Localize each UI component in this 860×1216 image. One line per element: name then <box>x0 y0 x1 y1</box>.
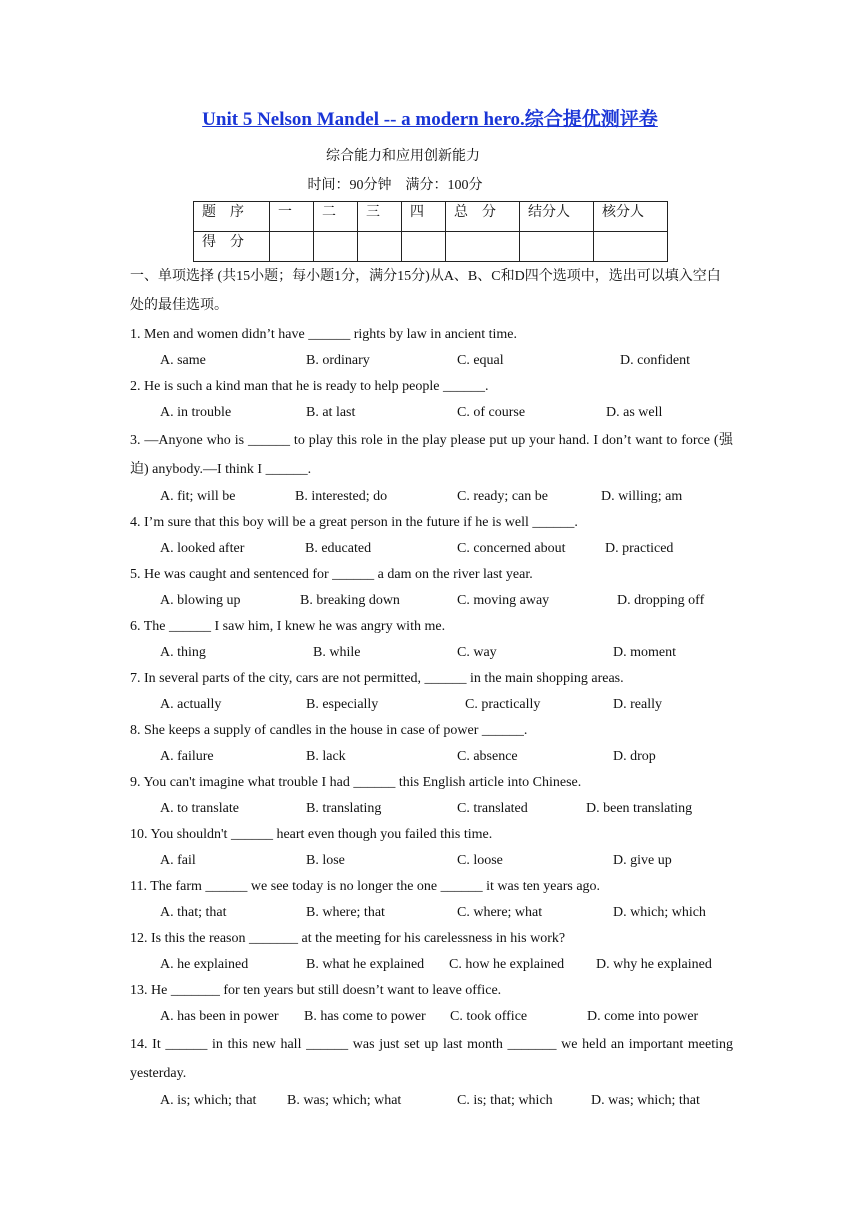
score-cell[interactable] <box>446 232 520 262</box>
score-cell[interactable] <box>358 232 402 262</box>
option-a[interactable]: A. looked after <box>160 541 245 556</box>
question-item <box>130 926 733 978</box>
question-stem: 12. Is this the reason _______ at the meeting for his carelessness in his work? <box>130 931 566 946</box>
answer-options <box>130 640 733 666</box>
option-d[interactable]: D. dropping off <box>617 593 705 608</box>
question-item <box>130 666 733 718</box>
option-d[interactable]: D. moment <box>613 645 676 660</box>
option-a[interactable]: A. he explained <box>160 957 249 972</box>
option-a[interactable]: A. in trouble <box>160 405 232 420</box>
score-table-header-cell: 题 序 <box>194 202 270 232</box>
score-table-header-cell: 一 <box>270 202 314 232</box>
option-b[interactable]: B. ordinary <box>306 353 370 368</box>
answer-options <box>130 1088 733 1114</box>
option-c[interactable]: C. how he explained <box>449 957 565 972</box>
question-item <box>130 874 733 926</box>
option-a[interactable]: A. fail <box>160 853 196 868</box>
option-c[interactable]: C. way <box>457 645 497 660</box>
question-item <box>130 978 733 1030</box>
question-stem: 3. —Anyone who is ______ to play this role in the play please put up your hand. I don’t want to force (强迫) anybody.—I think I ______. <box>130 433 733 477</box>
option-a[interactable]: A. is; which; that <box>160 1093 257 1108</box>
score-table-header-cell: 三 <box>358 202 402 232</box>
question-item <box>130 374 733 426</box>
option-c[interactable]: C. where; what <box>457 905 543 920</box>
answer-options <box>130 484 733 510</box>
score-table-header-cell: 二 <box>314 202 358 232</box>
option-a[interactable]: A. same <box>160 353 206 368</box>
answer-options <box>130 796 733 822</box>
option-b[interactable]: B. was; which; what <box>287 1093 402 1108</box>
score-cell[interactable] <box>314 232 358 262</box>
score-cell[interactable] <box>594 232 668 262</box>
question-stem: 11. The farm ______ we see today is no longer the one ______ it was ten years ago. <box>130 879 601 894</box>
question-item <box>130 822 733 874</box>
question-stem: 10. You shouldn't ______ heart even though you failed this time. <box>130 827 493 842</box>
option-d[interactable]: D. why he explained <box>596 957 712 972</box>
score-table-header-cell: 结分人 <box>520 202 594 232</box>
answer-options <box>130 744 733 770</box>
score-table-header-cell: 核分人 <box>594 202 668 232</box>
question-item <box>130 614 733 666</box>
option-d[interactable]: D. give up <box>613 853 672 868</box>
question-stem: 4. I’m sure that this boy will be a great person in the future if he is well ______. <box>130 515 578 530</box>
option-c[interactable]: C. equal <box>457 353 504 368</box>
option-b[interactable]: B. at last <box>306 405 356 420</box>
answer-options <box>130 348 733 374</box>
score-table-header-cell: 总 分 <box>446 202 520 232</box>
option-c[interactable]: C. of course <box>457 405 526 420</box>
score-table-header-cell: 四 <box>402 202 446 232</box>
option-d[interactable]: D. confident <box>620 353 690 368</box>
option-b[interactable]: B. especially <box>306 697 379 712</box>
question-item <box>130 322 733 374</box>
option-a[interactable]: A. fit; will be <box>160 489 236 504</box>
option-b[interactable]: B. what he explained <box>306 957 425 972</box>
option-c[interactable]: C. is; that; which <box>457 1093 553 1108</box>
question-item <box>130 718 733 770</box>
option-a[interactable]: A. actually <box>160 697 222 712</box>
answer-options <box>130 588 733 614</box>
document-title[interactable]: Unit 5 Nelson Mandel -- a modern hero.综合提优测评卷 <box>202 109 658 130</box>
option-c[interactable]: C. loose <box>457 853 503 868</box>
option-a[interactable]: A. blowing up <box>160 593 241 608</box>
option-c[interactable]: C. absence <box>457 749 518 764</box>
section-instructions: 一、单项选择 (共15小题；每小题1分，满分15分)从A、B、C和D四个选项中，选出可以填入空白处的最佳选项。 <box>130 269 721 313</box>
answer-options <box>130 1004 733 1030</box>
option-c[interactable]: C. took office <box>450 1009 528 1024</box>
option-d[interactable]: D. come into power <box>587 1009 699 1024</box>
answer-options <box>130 900 733 926</box>
question-stem: 2. He is such a kind man that he is ready to help people ______. <box>130 379 489 394</box>
option-c[interactable]: C. translated <box>457 801 528 816</box>
option-c[interactable]: C. ready; can be <box>457 489 548 504</box>
option-a[interactable]: A. thing <box>160 645 206 660</box>
option-a[interactable]: A. to translate <box>160 801 239 816</box>
score-cell[interactable] <box>270 232 314 262</box>
score-table-header-row <box>194 202 668 232</box>
option-b[interactable]: B. breaking down <box>300 593 400 608</box>
question-item <box>130 1030 733 1114</box>
question-list <box>130 322 733 1114</box>
answer-options <box>130 536 733 562</box>
question-stem: 7. In several parts of the city, cars are not permitted, ______ in the main shopping areas. <box>130 671 624 686</box>
score-table <box>193 201 668 262</box>
question-stem: 6. The ______ I saw him, I knew he was angry with me. <box>130 619 446 634</box>
option-a[interactable]: A. has been in power <box>160 1009 279 1024</box>
option-b[interactable]: B. translating <box>306 801 382 816</box>
question-section <box>130 262 733 1114</box>
option-c[interactable]: C. moving away <box>457 593 550 608</box>
answer-options <box>130 952 733 978</box>
option-c[interactable]: C. concerned about <box>457 541 566 556</box>
option-c[interactable]: C. practically <box>465 697 541 712</box>
option-b[interactable]: B. lack <box>306 749 346 764</box>
question-stem: 13. He _______ for ten years but still doesn’t want to leave office. <box>130 983 502 998</box>
option-d[interactable]: D. which; which <box>613 905 706 920</box>
option-d[interactable]: D. willing; am <box>601 489 683 504</box>
document-subtitle: 综合能力和应用创新能力 <box>326 149 480 164</box>
option-d[interactable]: D. been translating <box>586 801 693 816</box>
option-d[interactable]: D. was; which; that <box>591 1093 700 1108</box>
option-b[interactable]: B. educated <box>305 541 372 556</box>
option-b[interactable]: B. where; that <box>306 905 385 920</box>
answer-options <box>130 692 733 718</box>
question-stem: 9. You can't imagine what trouble I had ______ this English article into Chinese. <box>130 775 582 790</box>
question-item <box>130 510 733 562</box>
question-stem: 14. It ______ in this new hall ______ was just set up last month _______ we held an important meeting yesterday. <box>130 1037 733 1081</box>
question-item <box>130 426 733 510</box>
option-d[interactable]: D. as well <box>606 405 663 420</box>
question-stem: 5. He was caught and sentenced for ______ a dam on the river last year. <box>130 567 533 582</box>
question-stem: 8. She keeps a supply of candles in the house in case of power ______. <box>130 723 528 738</box>
option-a[interactable]: A. that; that <box>160 905 227 920</box>
option-d[interactable]: D. drop <box>613 749 656 764</box>
option-a[interactable]: A. failure <box>160 749 214 764</box>
time-and-score-line: 时间：90分钟 满分：100分 <box>307 178 483 193</box>
option-d[interactable]: D. really <box>613 697 662 712</box>
option-b[interactable]: B. while <box>313 645 361 660</box>
score-cell[interactable] <box>402 232 446 262</box>
answer-options <box>130 848 733 874</box>
option-b[interactable]: B. has come to power <box>304 1009 426 1024</box>
option-b[interactable]: B. interested; do <box>295 489 388 504</box>
score-cell[interactable] <box>520 232 594 262</box>
answer-options <box>130 400 733 426</box>
score-row-label: 得 分 <box>194 232 270 262</box>
option-d[interactable]: D. practiced <box>605 541 674 556</box>
question-item <box>130 562 733 614</box>
question-item <box>130 770 733 822</box>
question-stem: 1. Men and women didn’t have ______ rights by law in ancient time. <box>130 327 518 342</box>
score-table-score-row <box>194 232 668 262</box>
option-b[interactable]: B. lose <box>306 853 345 868</box>
